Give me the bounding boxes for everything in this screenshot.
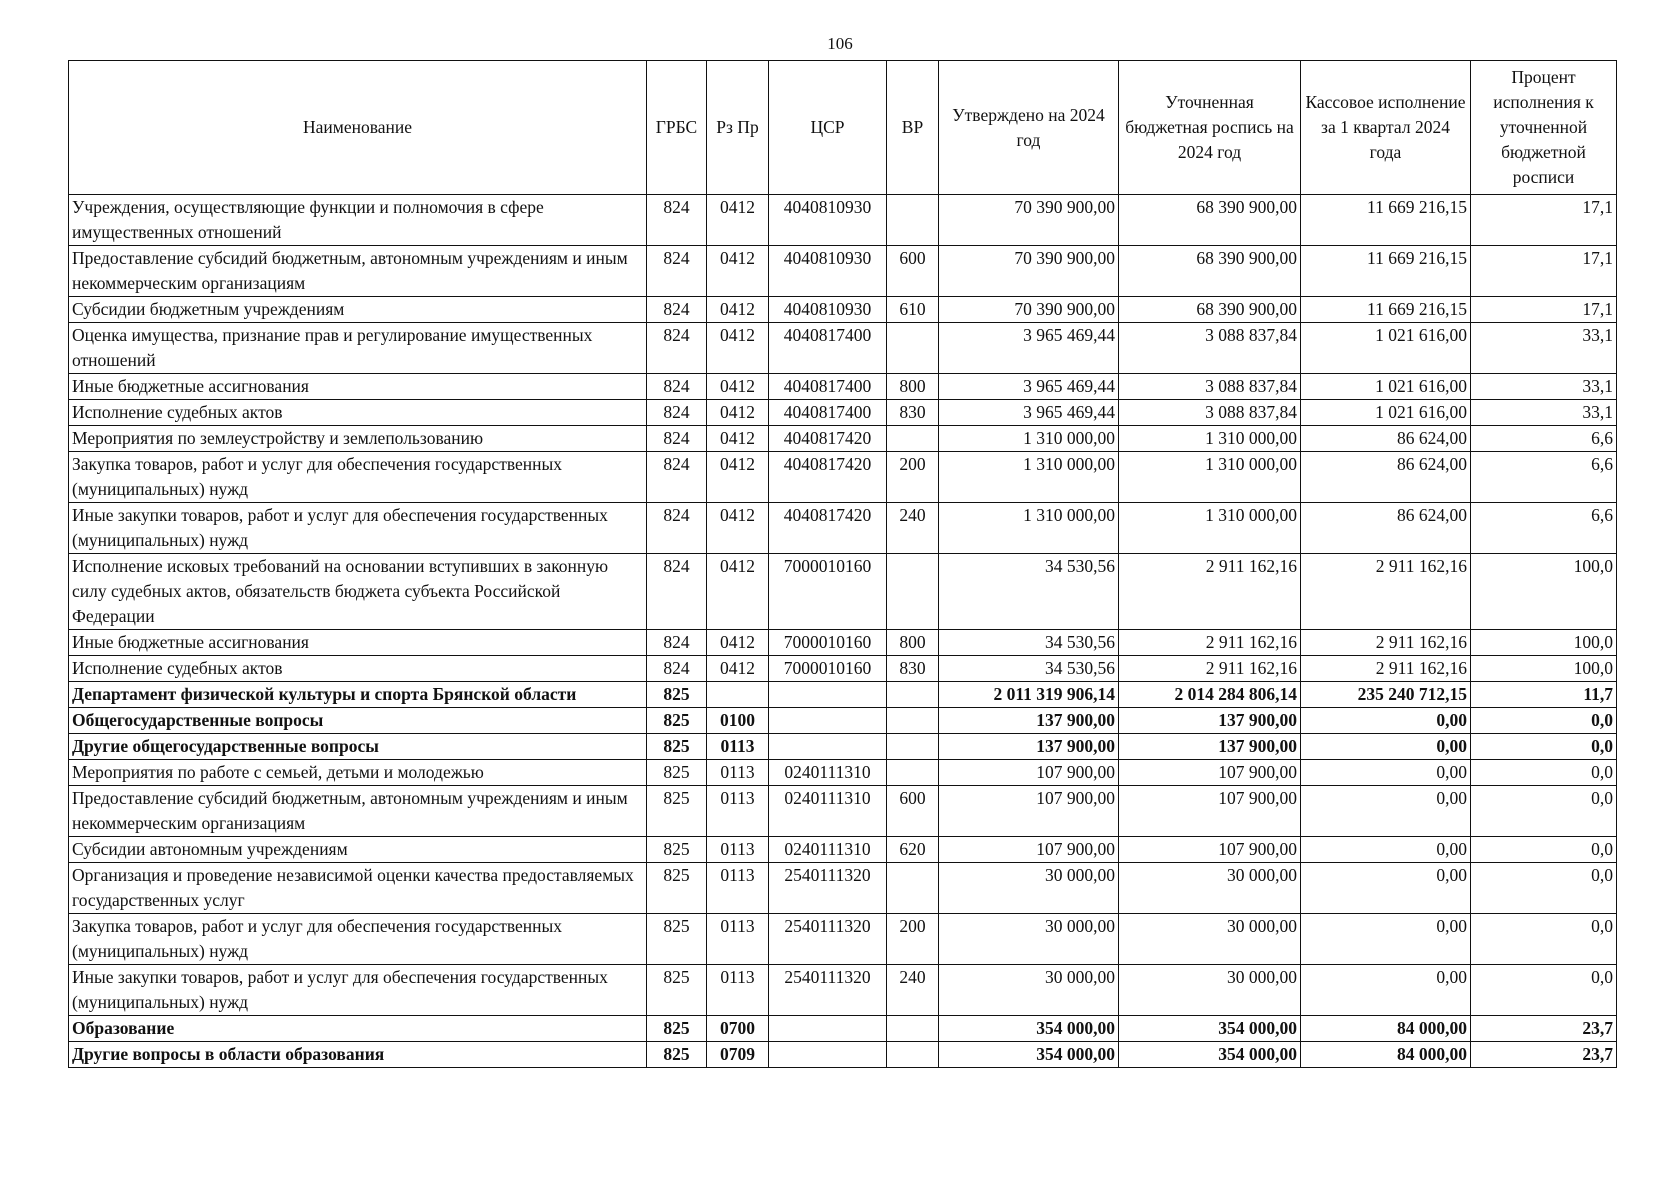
cell-cash: 235 240 712,15 [1301, 682, 1471, 708]
cell-rzpr: 0412 [707, 323, 769, 374]
cell-rzpr: 0412 [707, 503, 769, 554]
cell-percent: 0,0 [1471, 760, 1617, 786]
cell-name: Организация и проведение независимой оценки качества предоставляемых государственных услуг [69, 863, 647, 914]
cell-percent: 0,0 [1471, 965, 1617, 1016]
cell-vr [887, 195, 939, 246]
cell-name: Общегосударственные вопросы [69, 708, 647, 734]
cell-cash: 2 911 162,16 [1301, 656, 1471, 682]
cell-name: Закупка товаров, работ и услуг для обеспечения государственных (муниципальных) нужд [69, 914, 647, 965]
cell-percent: 0,0 [1471, 837, 1617, 863]
cell-approved: 34 530,56 [939, 630, 1119, 656]
table-row [69, 1016, 1617, 1042]
cell-csr: 0240111310 [769, 760, 887, 786]
cell-cash: 0,00 [1301, 837, 1471, 863]
cell-percent: 6,6 [1471, 426, 1617, 452]
cell-grbs: 824 [647, 297, 707, 323]
page-number: 106 [827, 34, 853, 53]
cell-vr: 830 [887, 656, 939, 682]
cell-csr [769, 708, 887, 734]
cell-rzpr: 0113 [707, 760, 769, 786]
cell-vr [887, 682, 939, 708]
cell-csr: 7000010160 [769, 554, 887, 630]
cell-percent: 17,1 [1471, 297, 1617, 323]
cell-approved: 70 390 900,00 [939, 195, 1119, 246]
cell-refined: 354 000,00 [1119, 1042, 1301, 1068]
cell-grbs: 825 [647, 760, 707, 786]
table-row [69, 863, 1617, 914]
cell-rzpr: 0412 [707, 452, 769, 503]
cell-name: Субсидии автономным учреждениям [69, 837, 647, 863]
cell-refined: 30 000,00 [1119, 965, 1301, 1016]
cell-name: Закупка товаров, работ и услуг для обеспечения государственных (муниципальных) нужд [69, 452, 647, 503]
cell-percent: 11,7 [1471, 682, 1617, 708]
cell-approved: 1 310 000,00 [939, 503, 1119, 554]
cell-rzpr: 0412 [707, 426, 769, 452]
cell-percent: 0,0 [1471, 734, 1617, 760]
cell-grbs: 825 [647, 863, 707, 914]
cell-rzpr: 0113 [707, 965, 769, 1016]
cell-cash: 1 021 616,00 [1301, 374, 1471, 400]
cell-percent: 0,0 [1471, 863, 1617, 914]
cell-name: Иные бюджетные ассигнования [69, 374, 647, 400]
cell-refined: 2 014 284 806,14 [1119, 682, 1301, 708]
cell-grbs: 824 [647, 246, 707, 297]
cell-vr [887, 426, 939, 452]
cell-percent: 100,0 [1471, 630, 1617, 656]
cell-refined: 68 390 900,00 [1119, 246, 1301, 297]
cell-approved: 3 965 469,44 [939, 400, 1119, 426]
cell-cash: 86 624,00 [1301, 503, 1471, 554]
cell-grbs: 825 [647, 1016, 707, 1042]
cell-approved: 30 000,00 [939, 914, 1119, 965]
cell-refined: 107 900,00 [1119, 837, 1301, 863]
cell-csr: 0240111310 [769, 786, 887, 837]
cell-approved: 2 011 319 906,14 [939, 682, 1119, 708]
cell-name: Иные бюджетные ассигнования [69, 630, 647, 656]
cell-approved: 137 900,00 [939, 734, 1119, 760]
table-row [69, 1042, 1617, 1068]
cell-rzpr: 0700 [707, 1016, 769, 1042]
cell-rzpr: 0113 [707, 863, 769, 914]
column-header-approved: Утверждено на 2024 год [939, 61, 1119, 195]
cell-vr [887, 554, 939, 630]
cell-vr: 200 [887, 914, 939, 965]
cell-grbs: 824 [647, 323, 707, 374]
table-row [69, 734, 1617, 760]
cell-percent: 0,0 [1471, 786, 1617, 837]
cell-refined: 1 310 000,00 [1119, 426, 1301, 452]
cell-grbs: 824 [647, 630, 707, 656]
cell-cash: 11 669 216,15 [1301, 297, 1471, 323]
cell-approved: 354 000,00 [939, 1016, 1119, 1042]
cell-rzpr: 0412 [707, 195, 769, 246]
cell-csr: 4040817400 [769, 323, 887, 374]
cell-rzpr: 0113 [707, 837, 769, 863]
cell-percent: 17,1 [1471, 246, 1617, 297]
cell-refined: 30 000,00 [1119, 914, 1301, 965]
table-row [69, 323, 1617, 374]
cell-cash: 1 021 616,00 [1301, 323, 1471, 374]
cell-grbs: 825 [647, 965, 707, 1016]
cell-percent: 6,6 [1471, 452, 1617, 503]
table-row [69, 297, 1617, 323]
cell-cash: 2 911 162,16 [1301, 630, 1471, 656]
table-row [69, 630, 1617, 656]
table-row [69, 786, 1617, 837]
cell-refined: 107 900,00 [1119, 786, 1301, 837]
cell-grbs: 824 [647, 452, 707, 503]
cell-grbs: 824 [647, 374, 707, 400]
column-header-name: Наименование [69, 61, 647, 195]
cell-csr [769, 1042, 887, 1068]
cell-percent: 0,0 [1471, 914, 1617, 965]
cell-percent: 33,1 [1471, 374, 1617, 400]
cell-cash: 0,00 [1301, 760, 1471, 786]
cell-cash: 0,00 [1301, 734, 1471, 760]
cell-approved: 1 310 000,00 [939, 452, 1119, 503]
cell-name: Учреждения, осуществляющие функции и полномочия в сфере имущественных отношений [69, 195, 647, 246]
table-row [69, 965, 1617, 1016]
table-row [69, 914, 1617, 965]
cell-vr: 830 [887, 400, 939, 426]
cell-percent: 33,1 [1471, 323, 1617, 374]
cell-grbs: 824 [647, 195, 707, 246]
cell-name: Исполнение судебных актов [69, 400, 647, 426]
cell-refined: 68 390 900,00 [1119, 297, 1301, 323]
cell-percent: 23,7 [1471, 1016, 1617, 1042]
cell-refined: 137 900,00 [1119, 708, 1301, 734]
cell-csr: 4040817420 [769, 426, 887, 452]
cell-name: Исполнение исковых требований на основании вступивших в законную силу судебных актов, обязательств бюджета субъекта Российской Федерации [69, 554, 647, 630]
cell-vr: 600 [887, 786, 939, 837]
column-header-csr: ЦСР [769, 61, 887, 195]
cell-percent: 100,0 [1471, 656, 1617, 682]
table-row [69, 452, 1617, 503]
cell-csr: 2540111320 [769, 863, 887, 914]
cell-rzpr: 0412 [707, 297, 769, 323]
cell-cash: 0,00 [1301, 708, 1471, 734]
cell-name: Оценка имущества, признание прав и регулирование имущественных отношений [69, 323, 647, 374]
cell-approved: 34 530,56 [939, 656, 1119, 682]
cell-name: Другие вопросы в области образования [69, 1042, 647, 1068]
cell-vr: 200 [887, 452, 939, 503]
cell-vr [887, 1016, 939, 1042]
cell-refined: 3 088 837,84 [1119, 323, 1301, 374]
cell-grbs: 824 [647, 554, 707, 630]
cell-cash: 86 624,00 [1301, 452, 1471, 503]
table-row [69, 837, 1617, 863]
table-row [69, 426, 1617, 452]
cell-percent: 17,1 [1471, 195, 1617, 246]
cell-approved: 3 965 469,44 [939, 374, 1119, 400]
cell-refined: 2 911 162,16 [1119, 554, 1301, 630]
cell-csr: 4040817420 [769, 503, 887, 554]
table-row [69, 656, 1617, 682]
cell-refined: 30 000,00 [1119, 863, 1301, 914]
cell-cash: 1 021 616,00 [1301, 400, 1471, 426]
cell-name: Иные закупки товаров, работ и услуг для обеспечения государственных (муниципальных) нужд [69, 965, 647, 1016]
cell-name: Иные закупки товаров, работ и услуг для обеспечения государственных (муниципальных) нужд [69, 503, 647, 554]
cell-percent: 100,0 [1471, 554, 1617, 630]
column-header-grbs: ГРБС [647, 61, 707, 195]
cell-csr [769, 682, 887, 708]
cell-refined: 1 310 000,00 [1119, 503, 1301, 554]
cell-name: Исполнение судебных актов [69, 656, 647, 682]
cell-rzpr: 0412 [707, 246, 769, 297]
cell-approved: 70 390 900,00 [939, 246, 1119, 297]
cell-rzpr: 0113 [707, 786, 769, 837]
cell-grbs: 825 [647, 786, 707, 837]
cell-approved: 354 000,00 [939, 1042, 1119, 1068]
table-row [69, 400, 1617, 426]
cell-name: Мероприятия по землеустройству и землепользованию [69, 426, 647, 452]
cell-cash: 0,00 [1301, 786, 1471, 837]
cell-name: Департамент физической культуры и спорта Брянской области [69, 682, 647, 708]
cell-rzpr: 0113 [707, 734, 769, 760]
cell-csr: 4040810930 [769, 195, 887, 246]
cell-csr [769, 734, 887, 760]
cell-rzpr: 0412 [707, 554, 769, 630]
cell-cash: 84 000,00 [1301, 1016, 1471, 1042]
cell-vr [887, 760, 939, 786]
cell-name: Субсидии бюджетным учреждениям [69, 297, 647, 323]
cell-cash: 11 669 216,15 [1301, 246, 1471, 297]
cell-name: Предоставление субсидий бюджетным, автономным учреждениям и иным некоммерческим организациям [69, 246, 647, 297]
cell-csr [769, 1016, 887, 1042]
cell-grbs: 825 [647, 682, 707, 708]
cell-cash: 0,00 [1301, 863, 1471, 914]
table-row [69, 708, 1617, 734]
cell-rzpr [707, 682, 769, 708]
cell-csr: 7000010160 [769, 630, 887, 656]
cell-grbs: 824 [647, 426, 707, 452]
cell-approved: 30 000,00 [939, 863, 1119, 914]
cell-csr: 7000010160 [769, 656, 887, 682]
cell-cash: 2 911 162,16 [1301, 554, 1471, 630]
cell-cash: 86 624,00 [1301, 426, 1471, 452]
cell-grbs: 824 [647, 400, 707, 426]
cell-csr: 4040817400 [769, 400, 887, 426]
table-row [69, 760, 1617, 786]
cell-cash: 0,00 [1301, 914, 1471, 965]
cell-name: Предоставление субсидий бюджетным, автономным учреждениям и иным некоммерческим организациям [69, 786, 647, 837]
cell-approved: 107 900,00 [939, 837, 1119, 863]
cell-csr: 4040817420 [769, 452, 887, 503]
cell-vr: 240 [887, 503, 939, 554]
table-header-row [69, 61, 1617, 195]
cell-refined: 2 911 162,16 [1119, 656, 1301, 682]
cell-percent: 0,0 [1471, 708, 1617, 734]
cell-vr [887, 734, 939, 760]
cell-vr: 800 [887, 630, 939, 656]
cell-rzpr: 0100 [707, 708, 769, 734]
cell-rzpr: 0113 [707, 914, 769, 965]
cell-approved: 1 310 000,00 [939, 426, 1119, 452]
cell-vr: 240 [887, 965, 939, 1016]
cell-vr [887, 863, 939, 914]
cell-rzpr: 0709 [707, 1042, 769, 1068]
cell-vr [887, 323, 939, 374]
cell-refined: 354 000,00 [1119, 1016, 1301, 1042]
cell-approved: 107 900,00 [939, 760, 1119, 786]
cell-cash: 0,00 [1301, 965, 1471, 1016]
cell-percent: 6,6 [1471, 503, 1617, 554]
cell-cash: 84 000,00 [1301, 1042, 1471, 1068]
cell-grbs: 825 [647, 734, 707, 760]
cell-vr: 620 [887, 837, 939, 863]
cell-vr: 600 [887, 246, 939, 297]
cell-vr [887, 708, 939, 734]
cell-approved: 34 530,56 [939, 554, 1119, 630]
cell-cash: 11 669 216,15 [1301, 195, 1471, 246]
cell-refined: 3 088 837,84 [1119, 400, 1301, 426]
column-header-rzpr: Рз Пр [707, 61, 769, 195]
cell-vr: 800 [887, 374, 939, 400]
cell-rzpr: 0412 [707, 400, 769, 426]
column-header-vr: ВР [887, 61, 939, 195]
cell-approved: 137 900,00 [939, 708, 1119, 734]
table-row [69, 554, 1617, 630]
cell-vr: 610 [887, 297, 939, 323]
cell-percent: 23,7 [1471, 1042, 1617, 1068]
cell-rzpr: 0412 [707, 630, 769, 656]
cell-approved: 70 390 900,00 [939, 297, 1119, 323]
column-header-percent: Процент исполнения к уточненной бюджетной росписи [1471, 61, 1617, 195]
cell-refined: 3 088 837,84 [1119, 374, 1301, 400]
column-header-refined: Уточненная бюджетная роспись на 2024 год [1119, 61, 1301, 195]
table-body [69, 195, 1617, 1068]
cell-approved: 30 000,00 [939, 965, 1119, 1016]
cell-grbs: 824 [647, 656, 707, 682]
cell-vr [887, 1042, 939, 1068]
cell-refined: 137 900,00 [1119, 734, 1301, 760]
table-row [69, 195, 1617, 246]
table-row [69, 246, 1617, 297]
cell-csr: 4040810930 [769, 297, 887, 323]
cell-grbs: 824 [647, 503, 707, 554]
cell-csr: 4040817400 [769, 374, 887, 400]
cell-name: Мероприятия по работе с семьей, детьми и молодежью [69, 760, 647, 786]
cell-refined: 1 310 000,00 [1119, 452, 1301, 503]
budget-table [68, 60, 1617, 1068]
cell-refined: 2 911 162,16 [1119, 630, 1301, 656]
cell-csr: 4040810930 [769, 246, 887, 297]
cell-grbs: 825 [647, 708, 707, 734]
table-row [69, 374, 1617, 400]
cell-grbs: 825 [647, 914, 707, 965]
table-row [69, 503, 1617, 554]
cell-grbs: 825 [647, 837, 707, 863]
cell-rzpr: 0412 [707, 374, 769, 400]
cell-percent: 33,1 [1471, 400, 1617, 426]
cell-csr: 2540111320 [769, 965, 887, 1016]
cell-csr: 2540111320 [769, 914, 887, 965]
table-row [69, 682, 1617, 708]
cell-name: Другие общегосударственные вопросы [69, 734, 647, 760]
cell-refined: 68 390 900,00 [1119, 195, 1301, 246]
cell-approved: 107 900,00 [939, 786, 1119, 837]
cell-grbs: 825 [647, 1042, 707, 1068]
column-header-cash: Кассовое исполнение за 1 квартал 2024 года [1301, 61, 1471, 195]
cell-csr: 0240111310 [769, 837, 887, 863]
cell-refined: 107 900,00 [1119, 760, 1301, 786]
cell-rzpr: 0412 [707, 656, 769, 682]
cell-approved: 3 965 469,44 [939, 323, 1119, 374]
cell-name: Образование [69, 1016, 647, 1042]
